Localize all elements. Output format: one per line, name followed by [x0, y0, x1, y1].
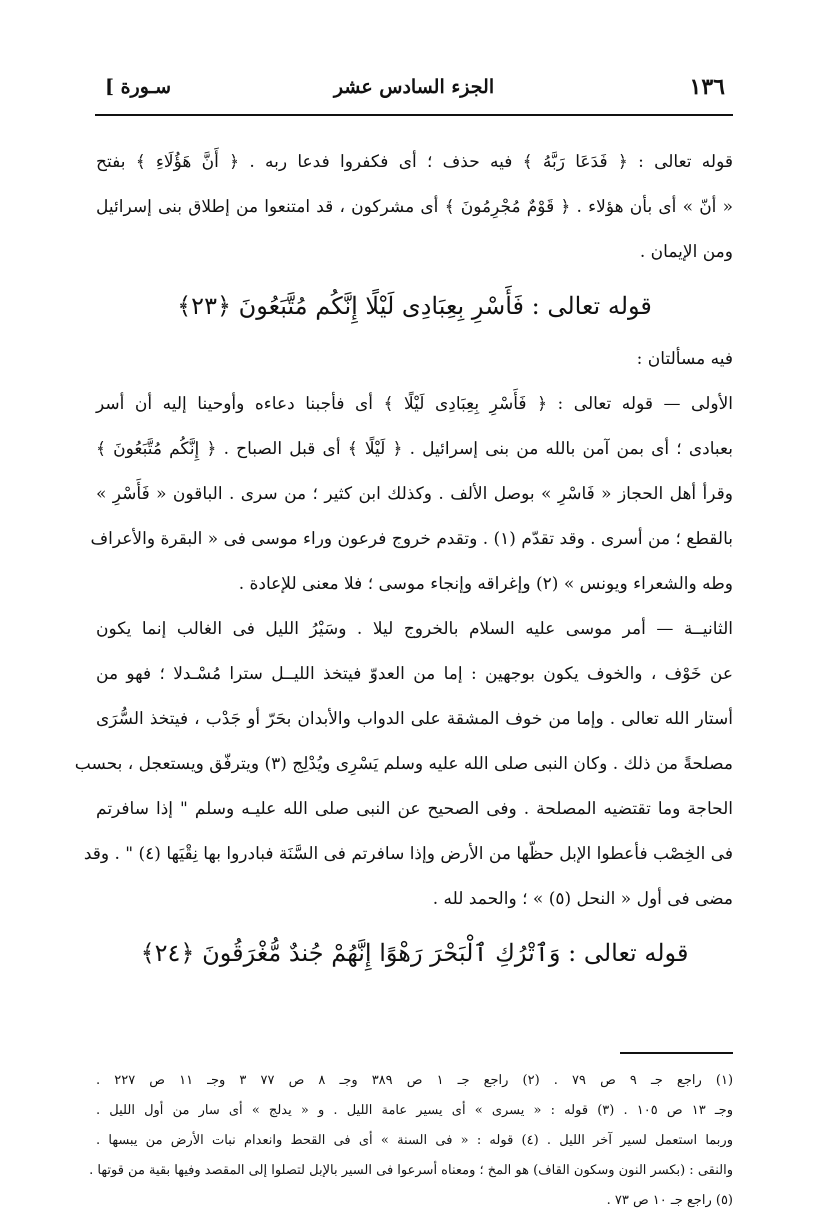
footnotes	[89, 1066, 734, 1216]
footnote-line: والنقى : (بكسر النون وسكون القاف) هو المخ ؛ ومعناه أسرعوا فى السير بالإبل لتصلوا إلى المقصد وفيها بقية من قوتها .	[89, 1163, 733, 1178]
text-line: وقرأ أهل الحجاز « فَاسْرِ » بوصل الألف . وكذلك ابن كثير ؛ من سرى . الباقون « فَأَسْرِ »	[96, 484, 733, 504]
page-header	[95, 66, 733, 116]
page-body	[74, 140, 733, 984]
footnote-rule	[620, 1052, 733, 1054]
text-line: الحاجة وما تقتضيه المصلحة . وفى الصحيح عن النبى صلى الله عليـه وسلم " إذا سافرتم	[96, 799, 733, 819]
footnote-line: وربما استعمل لسير آخر الليل . (٤) قوله : « فى السنة » أى فى القحط وانعدام نبات الأرض من يبسها .	[96, 1133, 733, 1148]
text-line: وطه والشعراء ويونس » (٢) وإغراقه وإنجاء موسى ؛ فلا معنى للإعادة .	[238, 574, 733, 594]
verse-heading: قوله تعالى : فَأَسْرِ بِعِبَادِى لَيْلًا إِنَّكُم مُتَّبَعُونَ ﴿٢٣﴾	[177, 292, 652, 320]
text-line: « أنّ » أى بأن هؤلاء . ﴿ قَوْمٌ مُجْرِمُونَ ﴾ أى مشركون ، قد امتنعوا من إطلاق بنى إسرائيل	[96, 197, 733, 217]
text-line: مصلحةً من ذلك . وكان النبى صلى الله عليه وسلم يَسْرِى ويُدْلِج (٣) ويترفّق ويستعجل ، بحسب	[74, 754, 733, 774]
text-line: عن خَوْف ، والخوف يكون بوجهين : إما من العدوّ فيتخذ الليــل سترا مُسْـدلا ؛ فهو من	[96, 664, 733, 684]
text-line: فى الخِصْب فأعطوا الإبل حظّها من الأرض وإذا سافرتم فى السَّنَة فبادروا بها نِقْيَها (٤) " . وقد	[83, 844, 733, 864]
text-line: الثانيــة — أمر موسى عليه السلام بالخروج ليلا . وسَيْرُ الليل فى الغالب إنما يكون	[96, 619, 733, 639]
verse-heading: قوله تعالى : وَٱتْرُكِ ٱلْبَحْرَ رَهْوًا إِنَّهُمْ جُندٌ مُّغْرَقُونَ ﴿٢٤﴾	[140, 939, 689, 967]
footnote-line: (٥) راجع جـ ١٠ ص ٧٣ .	[606, 1193, 733, 1208]
text-line: الأولى — قوله تعالى : ﴿ فَأَسْرِ بِعِبَادِى لَيْلًا ﴾ أى فأجبنا دعاءه وأوحينا إليه أن أسر	[96, 394, 733, 414]
page-number: ١٣٦	[689, 74, 725, 100]
footnote-line: (١) راجع جـ ٩ ص ٧٩ . (٢) راجع جـ ١ ص ٣٨٩ وجـ ٨ ص ٧٧ ٣ وجـ ١١ ص ٢٢٧ .	[96, 1073, 734, 1088]
text-line: بعبادى ؛ أى بمن آمن بالله من بنى إسرائيل . ﴿ لَيْلًا ﴾ أى قبل الصباح . ﴿ إِنَّكُم مُتَّبَعُونَ ﴾	[96, 439, 733, 459]
text-line: فيه مسألتان :	[636, 349, 733, 369]
footnote-line: وجـ ١٣ ص ١٠٥ . (٣) قوله : « يسرى » أى يسير عامة الليل . و « يدلج » أى سار من أول الليل .	[96, 1103, 733, 1118]
text-line: مضى فى أول « النحل (٥) » ؛ والحمد لله .	[432, 889, 733, 909]
text-line: قوله تعالى : ﴿ فَدَعَا رَبَّهُ ﴾ فيه حذف ؛ أى فكفروا فدعا ربه . ﴿ أَنَّ هَؤُلَاءِ ﴾ بفتح	[96, 152, 733, 172]
running-title: الجزء السادس عشر	[333, 76, 495, 98]
text-line: ومن الإيمان .	[639, 242, 733, 262]
text-line: أستار الله تعالى . وإما من خوف المشقة على الدواب والأبدان بحَرّ أو جَدْب ، فيتخذ السُّرَى	[96, 709, 733, 729]
text-line: بالقطع ؛ من أسرى . وقد تقدّم (١) . وتقدم خروج فرعون وراء موسى فى « البقرة والأعراف	[90, 529, 733, 549]
surah-label: سـورة ]	[105, 76, 172, 98]
